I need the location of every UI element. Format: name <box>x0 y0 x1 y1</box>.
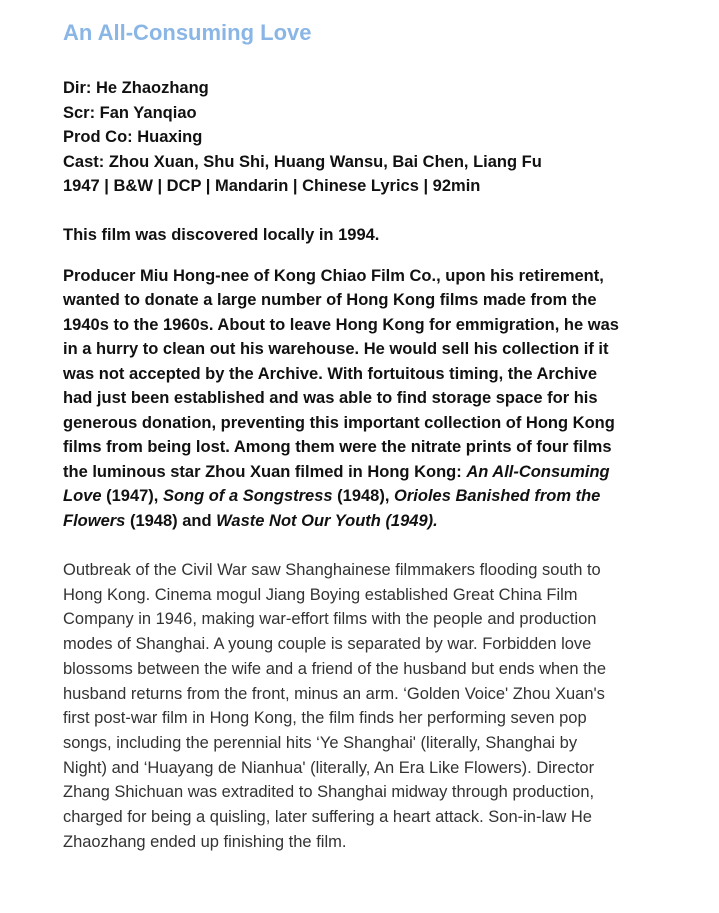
production-company-credit: Prod Co: Huaxing <box>63 128 203 146</box>
film-details: 1947 | B&W | DCP | Mandarin | Chinese Lyrics | 92min <box>63 177 481 195</box>
film-entry <box>63 16 623 871</box>
screenwriter-credit: Scr: Fan Yanqiao <box>63 103 197 122</box>
film-title-italic: An All-Consuming Love <box>63 462 610 505</box>
film-title: An All-Consuming Love <box>63 20 312 45</box>
film-title-italic: Orioles Banished from the Flowers <box>63 487 601 530</box>
director-credit: Dir: He Zhaozhang <box>63 79 209 97</box>
film-credits <box>63 76 623 199</box>
year-text: (1948) and <box>125 511 217 530</box>
history-intro-text: Producer Miu Hong-nee of Kong Chiao Film Co., upon his retirement, wanted to donate a large number of Hong Kong films made from the 1940s to the 1960s. About to leave Hong Kong for emmigration, he was in a hurry to clean out his warehouse. He would sell his collection if it was not accepted by the Archive. With fortuitous timing, the Archive had just been established and was able to find storage space for his generous donation, preventing this important collection of Hong Kong films from being lost. Among them were the nitrate prints of four films the luminous star Zhou Xuan filmed in Hong Kong: <box>63 266 619 481</box>
film-title-italic: Waste Not Our Youth (1949). <box>216 511 438 530</box>
discovery-note: This film was discovered locally in 1994. <box>63 225 380 244</box>
cast-credit: Cast: Zhou Xuan, Shu Shi, Huang Wansu, Bai Chen, Liang Fu <box>63 152 542 171</box>
year-text: (1947), <box>101 487 163 505</box>
synopsis-paragraph: Outbreak of the Civil War saw Shanghainese filmmakers flooding south to Hong Kong. Cinema mogul Jiang Boying established Great China Film Company in 1946, making war-effort films with the people and production modes of Shanghai. A young couple is separated by war. Forbidden love blossoms between the wife and a friend of the husband but ends when the husband returns from the front, minus an arm. ‘Golden Voice' Zhou Xuan's first post-war film in Hong Kong, the film finds her performing seven pop songs, including the perennial hits ‘Ye Shanghai' (literally, Shanghai by Night) and ‘Huayang de Nianhua' (literally, An Era Like Flowers). Director Zhang Shichuan was extradited to Shanghai midway through production, charged for being a quisling, later suffering a heart attack. Son-in-law He Zhaozhang ended up finishing the film. <box>63 561 607 851</box>
archive-history-paragraph <box>63 264 623 534</box>
year-text: (1948), <box>332 487 395 505</box>
film-title-italic: Song of a Songstress <box>162 487 333 505</box>
